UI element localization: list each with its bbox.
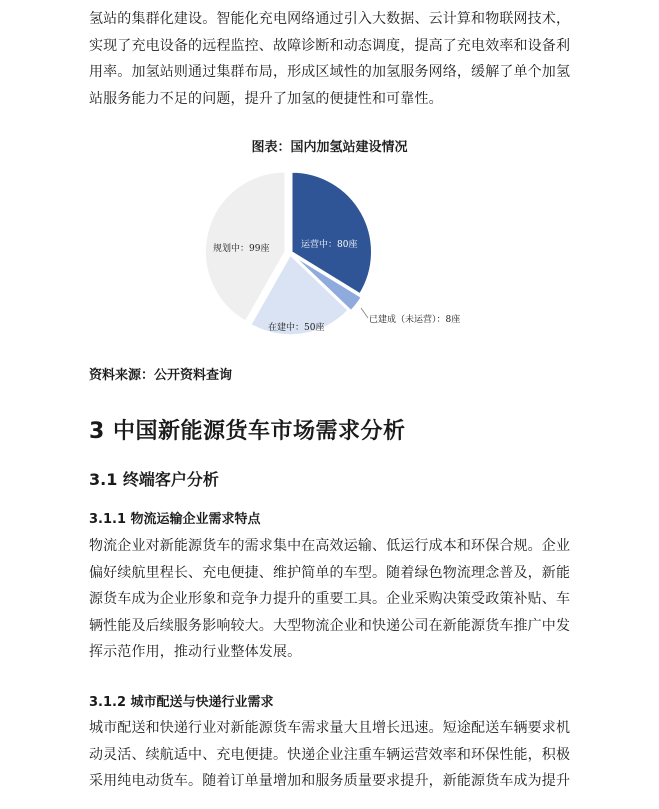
delivery-paragraph: 城市配送和快递行业对新能源货车需求量大且增长迅速。短途配送车辆要求机动灵活、续航适中、充电便捷。快递企业注重车辆运营效率和环保性能，积极采用纯电动货车。随着订单量增加和服务质量要求提升，新能源货车成为提升 (89, 720, 571, 789)
section-heading: 3 中国新能源货车市场需求分析 (89, 419, 406, 444)
subsubsection-heading-delivery: 3.1.2 城市配送与快递行业需求 (89, 695, 274, 710)
slice-label-operating: 运营中：80座 (301, 240, 358, 250)
slice-label-under-construction: 在建中：50座 (268, 323, 325, 333)
leader-line (361, 308, 368, 318)
source-note: 资料来源：公开资料查询 (89, 368, 233, 383)
pie-chart (180, 168, 480, 353)
subsubsection-heading-logistics: 3.1.1 物流运输企业需求特点 (89, 512, 261, 527)
intro-paragraph: 氢站的集群化建设。智能化充电网络通过引入大数据、云计算和物联网技术，实现了充电设备的远程监控、故障诊断和动态调度，提高了充电效率和设备利用率。加氢站则通过集群布局，形成区域性的加氢服务网络，缓解了单个加氢站服务能力不足的问题，提升了加氢的便捷性和可靠性。 (89, 11, 571, 107)
slice-label-planned: 规划中：99座 (213, 244, 270, 254)
subsection-heading: 3.1 终端客户分析 (89, 470, 219, 489)
figure-title: 图表：国内加氢站建设情况 (251, 140, 408, 155)
slice-label-built: 已建成（未运营）：8座 (369, 315, 461, 325)
logistics-paragraph: 物流企业对新能源货车的需求集中在高效运输、低运行成本和环保合规。企业偏好续航里程长、充电便捷、维护简单的车型。随着绿色物流理念普及，新能源货车成为企业形象和竞争力提升的重要工具。企业采购决策受政策补贴、车辆性能及后续服务影响较大。大型物流企业和快递公司在新能源货车推广中发挥示范作用，推动行业整体发展。 (89, 538, 571, 660)
